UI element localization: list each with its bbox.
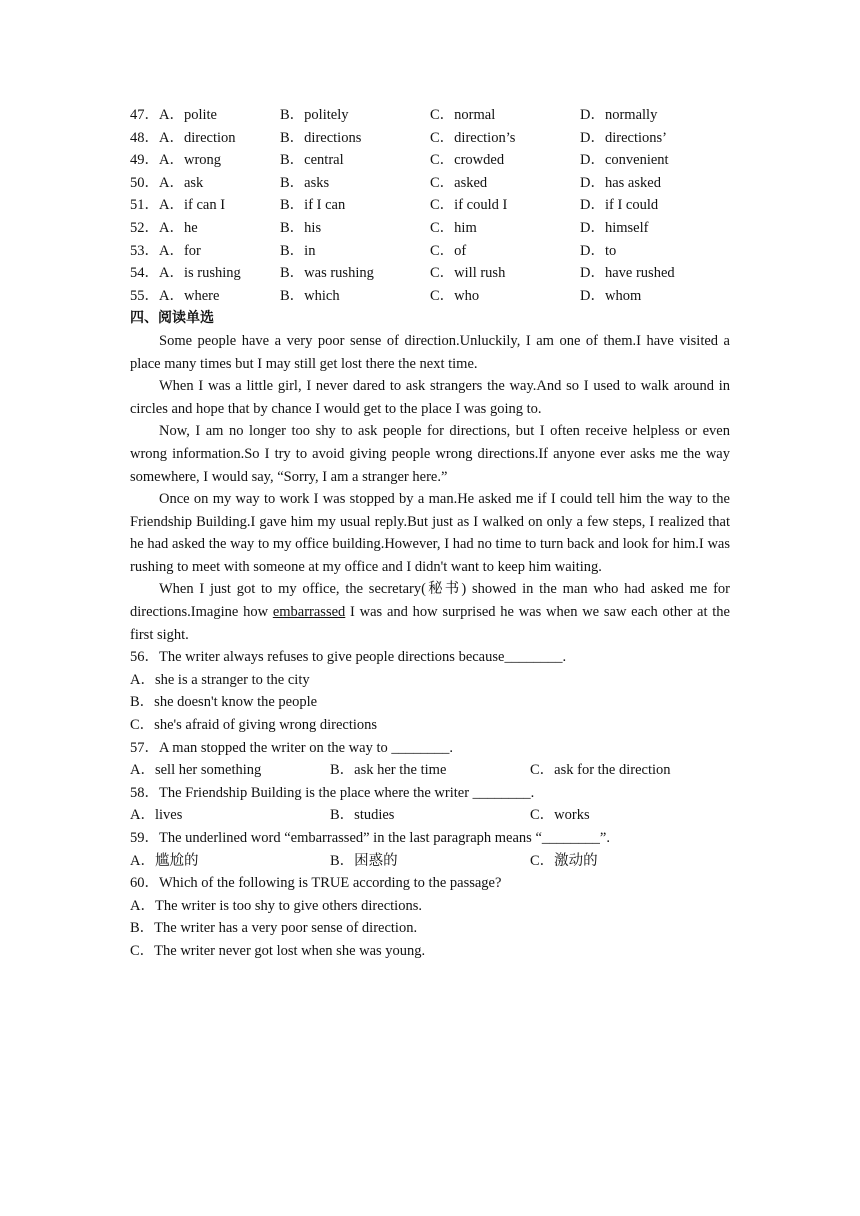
- question-58-stem: 58．The Friendship Building is the place where the writer ________.: [130, 784, 535, 801]
- cloze-option-d: D．himself: [580, 219, 649, 236]
- cloze-option-a-cell: [130, 240, 280, 263]
- cloze-option-a: A．polite: [159, 107, 217, 123]
- cloze-option-d: D．normally: [580, 107, 658, 123]
- cloze-option-d-cell: [580, 149, 730, 172]
- question-60-option-b: B．The writer has a very poor sense of direction.: [130, 920, 418, 937]
- passage-text-3: Now, I am no longer too shy to ask people for directions, but I often receive helpless or even wrong information.So I try to avoid giving people wrong directions.If anyone ever asks me the way somewhere, I would say, “Sorry, I am a stranger here.”: [130, 423, 730, 485]
- cloze-option-b: B．central: [280, 152, 344, 169]
- passage-text-4: Once on my way to work I was stopped by a man.He asked me if I could tell him the way to the Friendship Building.I gave him my usual reply.But just as I walked on only a few steps, I realized that he had asked the way to my office building.However, I had no time to turn back and look for him.I was rushing to meet with someone at my office and I didn't want to keep him waiting.: [130, 491, 730, 575]
- cloze-option-c: C．who: [430, 287, 480, 304]
- cloze-options-block: [130, 104, 730, 307]
- question-number: 51．: [130, 197, 159, 214]
- cloze-option-a-cell: [130, 285, 280, 308]
- cloze-option-d-cell: [580, 104, 730, 127]
- cloze-option-c: C．direction’s: [430, 129, 516, 146]
- question-number: 50．: [130, 174, 159, 191]
- section-title: 四、阅读单选: [130, 310, 214, 327]
- cloze-option-row: [130, 285, 730, 308]
- cloze-option-c: C．will rush: [430, 265, 506, 282]
- passage-text-2: When I was a little girl, I never dared to ask strangers the way.And so I used to walk around in circles and hope that by chance I would get to the place I was going to.: [130, 378, 730, 417]
- cloze-option-d: D．have rushed: [580, 265, 675, 282]
- question-56-option-b: B．she doesn't know the people: [130, 694, 318, 711]
- cloze-option-d: D．convenient: [580, 152, 669, 169]
- underlined-word: embarrassed: [272, 604, 346, 621]
- cloze-option-b-cell: [280, 194, 430, 217]
- question-59-option-c: C．激动的: [530, 852, 598, 869]
- question-60-option-c: C．The writer never got lost when she was young.: [130, 942, 426, 959]
- passage-text-1: Some people have a very poor sense of direction.Unluckily, I am one of them.I have visited a place many times but I may still get lost there the next time.: [130, 332, 730, 372]
- question-57-option-b: B．ask her the time: [330, 762, 447, 779]
- cloze-option-d: D．whom: [580, 287, 642, 304]
- cloze-option-c: C．crowded: [430, 152, 505, 169]
- cloze-option-a-cell: [130, 217, 280, 240]
- cloze-option-a-cell: [130, 172, 280, 195]
- question-60-option-a: A．The writer is too shy to give others directions.: [130, 897, 422, 914]
- cloze-option-d-cell: [580, 240, 730, 263]
- cloze-option-b-cell: [280, 104, 430, 127]
- cloze-option-a-cell: [130, 127, 280, 150]
- cloze-option-c-cell: [430, 104, 580, 127]
- cloze-option-row: [130, 104, 730, 127]
- cloze-option-b-cell: [280, 240, 430, 263]
- cloze-option-c-cell: [430, 149, 580, 172]
- question-58-option-a: A．lives: [130, 807, 183, 824]
- cloze-option-a: A．for: [159, 242, 201, 259]
- question-57-stem: 57．A man stopped the writer on the way to ________.: [130, 739, 453, 756]
- question-59-option-b: B．困惑的: [330, 852, 398, 869]
- passage-text-5b: I was and how surprised he was when we saw each other at the first sight.: [130, 604, 730, 643]
- question-59-stem: 59．The underlined word “embarrassed” in the last paragraph means “________”.: [130, 830, 610, 846]
- cloze-option-row: [130, 240, 730, 263]
- exam-page: [130, 104, 730, 963]
- cloze-option-c: C．if could I: [430, 197, 508, 214]
- cloze-option-d: D．directions’: [580, 129, 667, 146]
- cloze-option-b: B．his: [280, 219, 322, 236]
- cloze-option-b-cell: [280, 149, 430, 172]
- cloze-option-row: [130, 149, 730, 172]
- question-number: 53．: [130, 242, 159, 259]
- question-56-stem: 56．The writer always refuses to give people directions because________.: [130, 649, 567, 666]
- question-57-option-a: A．sell her something: [130, 762, 262, 779]
- cloze-option-b: B．directions: [280, 129, 362, 146]
- cloze-option-row: [130, 127, 730, 150]
- question-number: 48．: [130, 129, 159, 146]
- cloze-option-a: A．ask: [159, 174, 204, 191]
- cloze-option-d-cell: [580, 194, 730, 217]
- passage-paragraph-3: [130, 420, 730, 488]
- cloze-option-d-cell: [580, 127, 730, 150]
- question-58-option-c: C．works: [530, 807, 590, 824]
- question-60-stem: 60．Which of the following is TRUE according to the passage?: [130, 875, 502, 892]
- cloze-option-c-cell: [430, 172, 580, 195]
- question-58-option-b: B．studies: [330, 807, 395, 824]
- cloze-option-b: B．asks: [280, 174, 330, 191]
- question-57-option-c: C．ask for the direction: [530, 762, 671, 779]
- cloze-option-d-cell: [580, 172, 730, 195]
- cloze-option-b: B．if I can: [280, 197, 346, 214]
- cloze-option-c-cell: [430, 194, 580, 217]
- question-57-options: [130, 759, 730, 782]
- cloze-option-a: A．is rushing: [159, 265, 241, 282]
- passage-paragraph-1: [130, 330, 730, 375]
- cloze-option-c-cell: [430, 240, 580, 263]
- question-number: 52．: [130, 219, 159, 236]
- cloze-option-row: [130, 217, 730, 240]
- cloze-option-a-cell: [130, 194, 280, 217]
- cloze-option-d-cell: [580, 262, 730, 285]
- cloze-option-c-cell: [430, 285, 580, 308]
- question-59-options: [130, 850, 730, 873]
- question-56-option-c: C．she's afraid of giving wrong directions: [130, 717, 378, 734]
- cloze-option-d: D．has asked: [580, 174, 661, 191]
- cloze-option-b-cell: [280, 285, 430, 308]
- cloze-option-a: A．direction: [159, 129, 236, 146]
- question-number: 47．: [130, 107, 159, 123]
- cloze-option-c: C．asked: [430, 174, 488, 191]
- cloze-option-b: B．in: [280, 242, 316, 259]
- passage-text-5a: When I just got to my office, the secretary(秘书) showed in the man who had asked me for directions.Imagine how: [130, 581, 730, 621]
- question-58-options: [130, 804, 730, 827]
- question-56-option-a: A．she is a stranger to the city: [130, 671, 310, 688]
- cloze-option-c-cell: [430, 262, 580, 285]
- cloze-option-row: [130, 194, 730, 217]
- cloze-option-d-cell: [580, 285, 730, 308]
- cloze-option-a-cell: [130, 149, 280, 172]
- cloze-option-b: B．which: [280, 287, 340, 304]
- question-number: 49．: [130, 152, 159, 169]
- cloze-option-a: A．wrong: [159, 152, 222, 169]
- passage-paragraph-4: [130, 488, 730, 578]
- cloze-option-a: A．where: [159, 287, 220, 304]
- question-number: 55．: [130, 287, 159, 304]
- cloze-option-a: A．if can I: [159, 197, 226, 214]
- cloze-option-a-cell: [130, 262, 280, 285]
- cloze-option-a-cell: [130, 104, 280, 127]
- cloze-option-d-cell: [580, 217, 730, 240]
- cloze-option-b-cell: [280, 172, 430, 195]
- cloze-option-b-cell: [280, 262, 430, 285]
- cloze-option-a: A．he: [159, 219, 198, 236]
- cloze-option-b: B．was rushing: [280, 265, 374, 282]
- cloze-option-d: D．if I could: [580, 197, 659, 214]
- cloze-option-c-cell: [430, 127, 580, 150]
- cloze-option-d: D．to: [580, 242, 617, 259]
- cloze-option-row: [130, 262, 730, 285]
- cloze-option-b-cell: [280, 127, 430, 150]
- passage-paragraph-5: [130, 578, 730, 646]
- cloze-option-c: C．of: [430, 242, 467, 259]
- passage-paragraph-2: [130, 375, 730, 420]
- question-number: 54．: [130, 265, 159, 282]
- cloze-option-c: C．normal: [430, 107, 496, 123]
- cloze-option-c: C．him: [430, 219, 477, 236]
- cloze-option-c-cell: [430, 217, 580, 240]
- cloze-option-b: B．politely: [280, 107, 349, 123]
- cloze-option-row: [130, 172, 730, 195]
- question-59-option-a: A．尴尬的: [130, 852, 199, 869]
- cloze-option-b-cell: [280, 217, 430, 240]
